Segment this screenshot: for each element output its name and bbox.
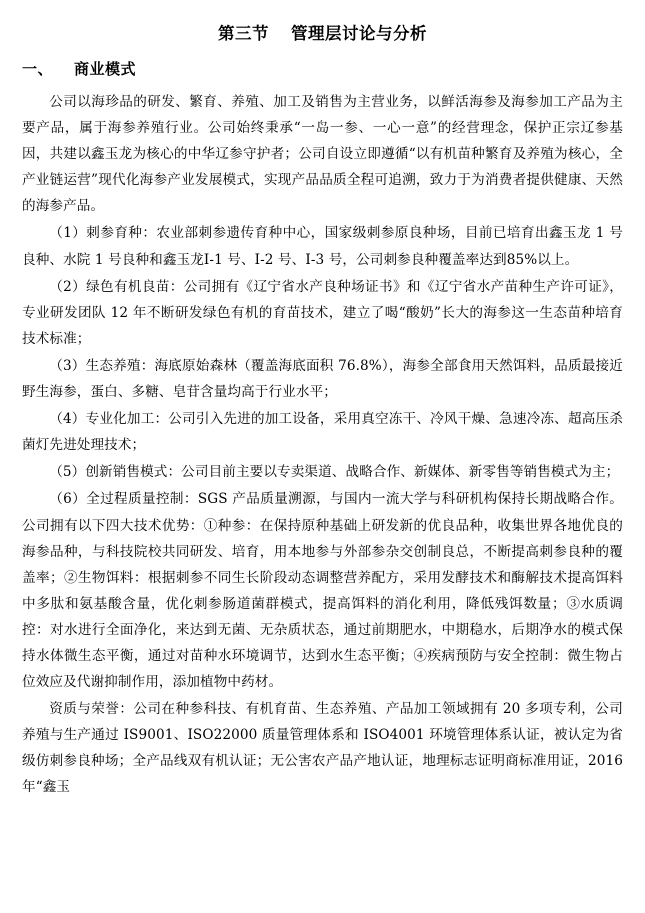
section-heading	[22, 58, 623, 79]
paragraph: （4）专业化加工：公司引入先进的加工设备，采用真空冻干、冷风干燥、急速冷冻、超高压杀菌灯先进处理技术；	[22, 411, 623, 454]
page-title-text: 管理层讨论与分析	[291, 24, 427, 43]
page-title	[22, 20, 623, 44]
section-number: 一、	[22, 60, 54, 78]
paragraph: （2）绿色有机良苗：公司拥有《辽宁省水产良种场证书》和《辽宁省水产苗种生产许可证》，专业研发团队 12 年不断研发绿色有机的育苗技术，建立了喝“酸奶”长大的海参这一生态苗种培育技术标准；	[22, 278, 623, 347]
paragraph: （3）生态养殖：海底原始森林（覆盖海底面积 76.8%），海参全部食用天然饵料，品质最接近野生海参，蛋白、多糖、皂苷含量均高于行业水平；	[22, 357, 623, 401]
paragraph: 公司以海珍品的研发、繁育、养殖、加工及销售为主营业务，以鲜活海参及海参加工产品为主要产品，属于海参养殖行业。公司始终秉承“一岛一参、一心一意”的经营理念，保护正宗辽参基因，共建以鑫玉龙为核心的中华辽参守护者；公司自设立即遵循“以有机苗种繁育及养殖为核心，全产业链运营”现代化海参产业发展模式，实现产品品质全程可追溯，致力于为消费者提供健康、天然的海参产品。	[22, 94, 623, 215]
page-title-section: 第三节	[218, 24, 269, 43]
paragraph: 资质与荣誉：公司在种参科技、有机育苗、生态养殖、产品加工领域拥有 20 多项专利，公司养殖与生产通过 IS9001、ISO22000 质量管理体系和 ISO4001 环境管理体系认证，被认定为省级仿刺参良种场；全产品线双有机认证；无公害农产品产地认证，地理标志证明商标准用证，2016 年“鑫玉	[22, 701, 623, 796]
section-title: 商业模式	[74, 60, 137, 78]
paragraph: （6）全过程质量控制：SGS 产品质量溯源，与国内一流大学与科研机构保持长期战略合作。公司拥有以下四大技术优势：①种参：在保持原种基础上研发新的优良品种，收集世界各地优良的海参品种，与科技院校共同研发、培育，用本地参与外部参杂交创制良总，不断提高刺参良种的覆盖率；②生物饵料：根据刺参不同生长阶段动态调整营养配方，采用发酵技术和酶解技术提高饵料中多肽和氨基酸含量，优化刺参肠道菌群模式，提高饵料的消化利用，降低残饵数量；③水质调控：对水进行全面净化，来达到无菌、无杂质状态，通过前期肥水，中期稳水，后期净水的模式保持水体微生态平衡，通过对苗种水环境调节，达到水生态平衡；④疾病预防与安全控制：微生物占位效应及代谢抑制作用，添加植物中药材。	[22, 491, 623, 691]
paragraph: （5）创新销售模式：公司目前主要以专卖渠道、战略合作、新媒体、新零售等销售模式为主；	[49, 464, 620, 481]
paragraph: （1）刺参育种：农业部刺参遗传育种中心，国家级刺参原良种场，目前已培育出鑫玉龙 1 号良种、水院 1 号良种和鑫玉龙Ⅰ-1 号、Ⅰ-2 号、Ⅰ-3 号，公司刺参良种覆盖率达到85%以上。	[22, 225, 623, 268]
